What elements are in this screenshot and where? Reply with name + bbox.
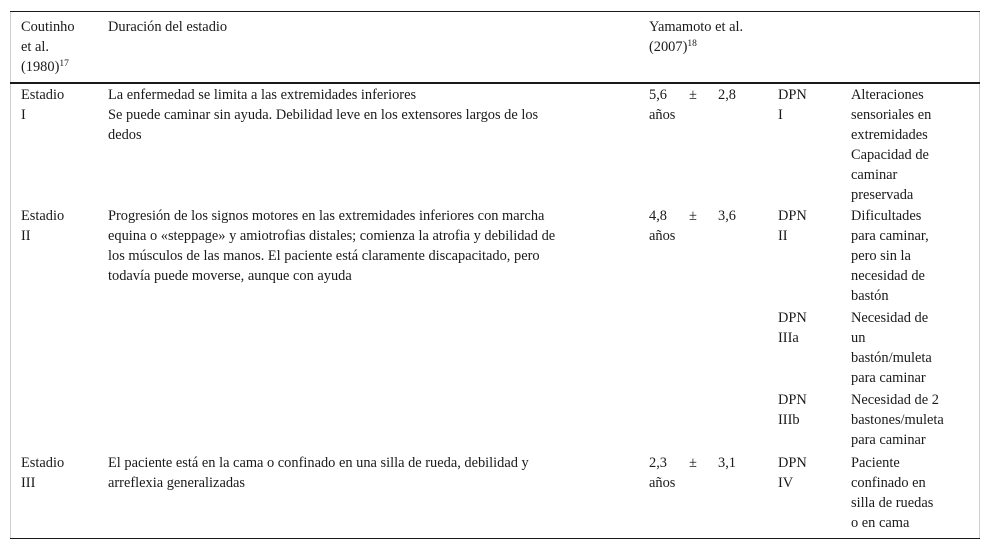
header-yamamoto-text: Yamamoto et al. (2007) (649, 19, 744, 55)
row2-sd: 3,6 (718, 208, 736, 224)
row5-desc: Paciente confinado en silla de ruedas o en cama (851, 455, 934, 531)
row4-dpn: DPN IIIb (778, 392, 807, 428)
row5-sd: 3,1 (718, 455, 736, 471)
top-rule (10, 11, 980, 12)
row1-dpn: DPN I (778, 87, 807, 123)
header-coutinho-text: Coutinho et al. (1980) (21, 19, 75, 75)
header-rule (10, 82, 980, 84)
row1-duration: La enfermedad se limita a las extremidades inferiores Se puede caminar sin ayuda. Debilidad leve en los extensores largos de los dedos (108, 87, 539, 143)
row5-duration: El paciente está en la cama o confinado en una silla de rueda, debilidad y arreflexia generalizadas (108, 455, 529, 491)
row5-stage: Estadio III (21, 455, 65, 491)
row5-dpn: DPN IV (778, 455, 807, 491)
header-duration: Duración del estadio (108, 19, 228, 35)
row3-dpn: DPN IIIa (778, 310, 807, 346)
row5-plusminus: ± (689, 455, 697, 471)
row3-desc: Necesidad de un bastón/muleta para caminar (851, 310, 932, 386)
row2-stage: Estadio II (21, 208, 65, 244)
row2-desc: Dificultades para caminar, pero sin la necesidad de bastón (851, 208, 929, 304)
row2-dpn: DPN II (778, 208, 807, 244)
header-coutinho (21, 17, 101, 77)
row2-duration: Progresión de los signos motores en las extremidades inferiores con marcha equina o «steppage» y amiotrofias distales; comienza la atrofia y debilidad de los músculos de las manos. El paciente está claramente discapacitado, pero todavía puede moverse, aunque con ayuda (108, 208, 556, 284)
header-yamamoto-ref: 18 (687, 39, 697, 49)
row1-desc: Alteraciones sensoriales en extremidades Capacidad de caminar preservada (851, 87, 932, 203)
header-yamamoto (649, 17, 789, 57)
row1-mean: 5,6 años (649, 87, 676, 123)
row1-stage: Estadio I (21, 87, 65, 123)
row5-mean: 2,3 años (649, 455, 676, 491)
row4-desc: Necesidad de 2 bastones/muleta para caminar (851, 392, 944, 448)
header-coutinho-ref: 17 (59, 59, 69, 69)
row1-sd: 2,8 (718, 87, 736, 103)
row1-plusminus: ± (689, 87, 697, 103)
bottom-rule (10, 538, 980, 539)
row2-mean: 4,8 años (649, 208, 676, 244)
row2-plusminus: ± (689, 208, 697, 224)
